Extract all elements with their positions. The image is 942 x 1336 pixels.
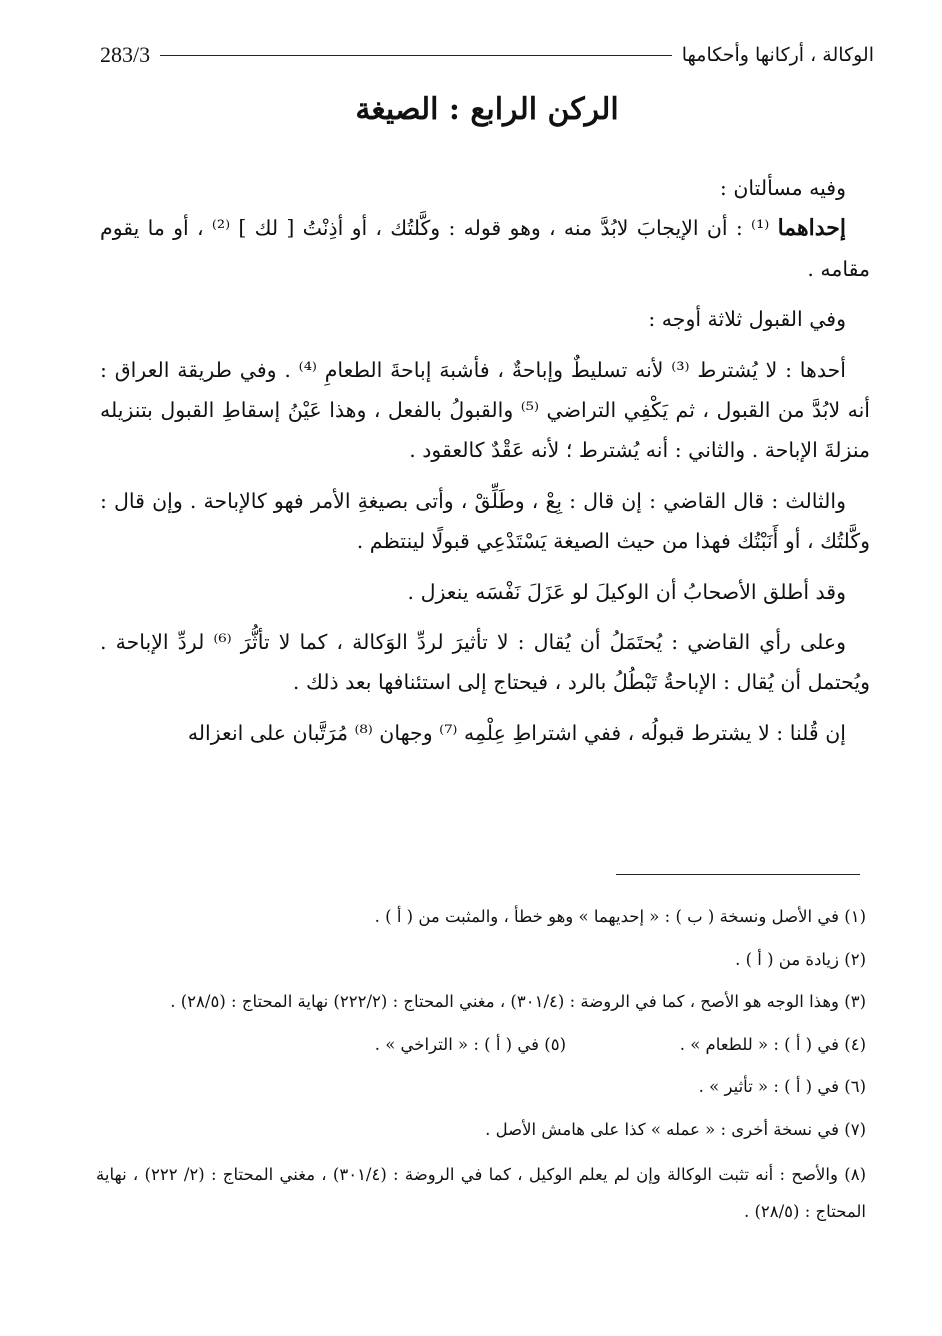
footnote-pair <box>96 1024 866 1067</box>
paragraph-first-issue <box>100 208 870 289</box>
footnote-4: (٤) في ( أ ) : « للطعام » . <box>679 1034 866 1054</box>
footnote-1: (١) في الأصل ونسخة ( ب ) : « إحديهما » وهو خطأ ، والمثبت من ( أ ) . <box>374 907 866 926</box>
footnotes <box>96 896 866 1230</box>
paragraph-intro: وفيه مسألتان : <box>719 176 846 200</box>
footnote-2: (٢) زيادة من ( أ ) . <box>735 949 866 969</box>
chapter-title: الوكالة ، أركانها وأحكامها <box>681 44 874 66</box>
footnote-5: (٥) في ( أ ) : « التراخي » . <box>374 1034 566 1054</box>
lead-word: إحداهما <box>777 215 846 242</box>
page-number: 283/3 <box>100 42 151 67</box>
footnote-separator <box>616 874 860 875</box>
footnote-8: (٨) والأصح : أنه تثبت الوكالة وإن لم يعلم الوكيل ، كما في الروضة : (٣٠١/٤) ، مغني المحتاج : (٢/ ٢٢٢) ، نهاية المحتاج : (٢٨/٥) . <box>96 1164 866 1221</box>
paragraph-dismissal: وقد أطلق الأصحابُ أن الوكيلَ لو عَزَلَ نَفْسَه ينعزل . <box>407 579 846 604</box>
paragraph-third-view: والثالث : قال القاضي : إن قال : بِعْ ، وطَلِّقْ ، وأتى بصيغةِ الأمر فهو كالإباحة . وإن قال : وكَّلتُك ، أو أَنَبْتُك فهذا من حيث الصيغة يَسْتَدْعِي قبولًا لينتظم . <box>100 488 870 554</box>
section-title: الركن الرابع : الصيغة <box>355 92 619 127</box>
paragraph-first-issue-text: ⁽¹⁾ : أن الإيجابَ لابُدَّ منه ، وهو قوله : وكَّلتُك ، أو أذِنْتُ [ لك ] ⁽²⁾ ، أو ما يقوم مقامه . <box>100 216 870 281</box>
footnote-7: (٧) في نسخة أخرى : « عمله » كذا على هامش الأصل . <box>485 1119 866 1139</box>
paragraph-last: إن قُلنا : لا يشترط قبولُه ، ففي اشتراطِ عِلْمِه ⁽⁷⁾ وجهان ⁽⁸⁾ مُرَتَّبان على انعزاله <box>187 720 846 745</box>
paragraph-judge-opinion: وعلى رأي القاضي : يُحتَمَلُ أن يُقال : لا تأثيرَ لردِّ الوَكالة ، كما لا تأثُّرَ ⁽⁶⁾ لردِّ الإباحة . ويُحتمل أن يُقال : الإباحةُ تَبْطُلُ بالرد ، فيحتاج إلى استئنافها بعد ذلك . <box>100 630 870 695</box>
main-text <box>100 168 870 753</box>
running-head <box>100 38 874 72</box>
footnote-3: (٣) وهذا الوجه هو الأصح ، كما في الروضة : (٣٠١/٤) ، مغني المحتاج : (٢٢٢/٢) نهاية المحتاج : (٢٨/٥) . <box>170 992 866 1012</box>
paragraph-acceptance-first: أحدها : لا يُشترط ⁽³⁾ لأنه تسليطٌ وإباحةٌ ، فأشبهَ إباحةَ الطعامِ ⁽⁴⁾ . وفي طريقة العراق : أنه لابُدَّ من القبول ، ثم يَكْفِي التراضي ⁽⁵⁾ والقبولُ بالفعل ، وهذا عَيْنُ إسقاطِ القبول بتنزيله منزلةَ الإباحة . والثاني : أنه يُشترط ؛ لأنه عَقْدٌ كالعقود . <box>100 357 870 463</box>
footnote-6: (٦) في ( أ ) : « تأثير » . <box>698 1077 866 1097</box>
paragraph-acceptance-intro: وفي القبول ثلاثة أوجه : <box>648 307 846 332</box>
header-rule <box>160 55 672 56</box>
